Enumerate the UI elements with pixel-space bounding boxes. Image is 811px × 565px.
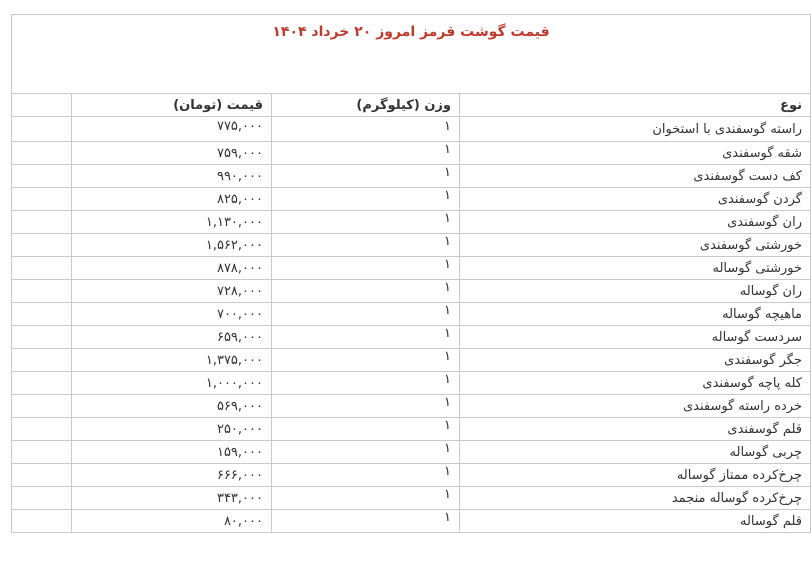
cell-weight: ۱ (272, 464, 460, 487)
cell-type: چرخ‌کرده گوساله منجمد (460, 487, 811, 510)
cell-weight: ۱ (272, 395, 460, 418)
cell-price: ۱,۳۷۵,۰۰۰ (72, 349, 272, 372)
cell-weight: ۱ (272, 349, 460, 372)
cell-type: ماهیچه گوساله (460, 303, 811, 326)
cell-blank (12, 234, 72, 257)
cell-blank (12, 303, 72, 326)
cell-blank (12, 349, 72, 372)
table-row (12, 117, 811, 142)
cell-price: ۱,۰۰۰,۰۰۰ (72, 372, 272, 395)
cell-type: شقه گوسفندی (460, 142, 811, 165)
table-row (12, 418, 811, 441)
table-row (12, 165, 811, 188)
table-row (12, 510, 811, 533)
cell-price: ۲۵۰,۰۰۰ (72, 418, 272, 441)
cell-type: سردست گوساله (460, 326, 811, 349)
cell-price: ۷۵۹,۰۰۰ (72, 142, 272, 165)
cell-blank (12, 326, 72, 349)
cell-type: کف دست گوسفندی (460, 165, 811, 188)
cell-blank (12, 142, 72, 165)
cell-blank (12, 117, 72, 142)
cell-price: ۱۵۹,۰۰۰ (72, 441, 272, 464)
cell-weight: ۱ (272, 280, 460, 303)
cell-weight: ۱ (272, 441, 460, 464)
table-body (12, 117, 811, 533)
cell-price: ۵۶۹,۰۰۰ (72, 395, 272, 418)
cell-weight: ۱ (272, 257, 460, 280)
title-cell (12, 15, 811, 94)
table-row (12, 303, 811, 326)
cell-weight: ۱ (272, 372, 460, 395)
cell-price: ۱,۱۳۰,۰۰۰ (72, 211, 272, 234)
cell-price: ۷۲۸,۰۰۰ (72, 280, 272, 303)
cell-price: ۶۶۶,۰۰۰ (72, 464, 272, 487)
table-row (12, 257, 811, 280)
cell-type: خورشتی گوساله (460, 257, 811, 280)
cell-type: چرخ‌کرده ممتاز گوساله (460, 464, 811, 487)
table-row (12, 441, 811, 464)
cell-type: ران گوسفندی (460, 211, 811, 234)
cell-price: ۸۷۸,۰۰۰ (72, 257, 272, 280)
cell-weight: ۱ (272, 487, 460, 510)
cell-price: ۸۰,۰۰۰ (72, 510, 272, 533)
cell-type: قلم گوسفندی (460, 418, 811, 441)
cell-price: ۳۴۳,۰۰۰ (72, 487, 272, 510)
header-blank (12, 94, 72, 117)
cell-blank (12, 188, 72, 211)
cell-type: چربی گوساله (460, 441, 811, 464)
cell-weight: ۱ (272, 418, 460, 441)
cell-blank (12, 257, 72, 280)
cell-type: گردن گوسفندی (460, 188, 811, 211)
header-type: نوع (460, 94, 811, 117)
page-title: قیمت گوشت قرمز امروز ۲۰ خرداد ۱۴۰۴ (272, 24, 550, 40)
cell-type: راسته گوسفندی با استخوان (460, 117, 811, 142)
table-row (12, 326, 811, 349)
cell-price: ۱,۵۶۲,۰۰۰ (72, 234, 272, 257)
cell-blank (12, 510, 72, 533)
table-row (12, 280, 811, 303)
table-row (12, 349, 811, 372)
cell-weight: ۱ (272, 303, 460, 326)
table-row (12, 395, 811, 418)
cell-blank (12, 464, 72, 487)
title-row (12, 15, 811, 94)
cell-blank (12, 487, 72, 510)
table-row (12, 142, 811, 165)
table-row (12, 234, 811, 257)
cell-type: ران گوساله (460, 280, 811, 303)
cell-weight: ۱ (272, 234, 460, 257)
cell-blank (12, 395, 72, 418)
cell-blank (12, 441, 72, 464)
cell-type: خورشتی گوسفندی (460, 234, 811, 257)
table-row (12, 211, 811, 234)
cell-type: کله پاچه گوسفندی (460, 372, 811, 395)
table-row (12, 487, 811, 510)
table-row (12, 464, 811, 487)
cell-weight: ۱ (272, 165, 460, 188)
cell-price: ۷۰۰,۰۰۰ (72, 303, 272, 326)
cell-blank (12, 211, 72, 234)
header-row (12, 94, 811, 117)
cell-blank (12, 280, 72, 303)
cell-weight: ۱ (272, 510, 460, 533)
table-row (12, 188, 811, 211)
cell-weight: ۱ (272, 326, 460, 349)
cell-weight: ۱ (272, 211, 460, 234)
cell-blank (12, 418, 72, 441)
cell-blank (12, 165, 72, 188)
price-table (11, 14, 811, 533)
cell-type: جگر گوسفندی (460, 349, 811, 372)
cell-weight: ۱ (272, 117, 460, 142)
cell-price: ۶۵۹,۰۰۰ (72, 326, 272, 349)
table-row (12, 372, 811, 395)
cell-price: ۹۹۰,۰۰۰ (72, 165, 272, 188)
cell-type: قلم گوساله (460, 510, 811, 533)
cell-price: ۷۷۵,۰۰۰ (72, 117, 272, 142)
cell-weight: ۱ (272, 188, 460, 211)
header-weight: وزن (کیلوگرم) (272, 94, 460, 117)
header-price: قیمت (تومان) (72, 94, 272, 117)
cell-price: ۸۲۵,۰۰۰ (72, 188, 272, 211)
cell-type: خرده راسته گوسفندی (460, 395, 811, 418)
cell-blank (12, 372, 72, 395)
cell-weight: ۱ (272, 142, 460, 165)
